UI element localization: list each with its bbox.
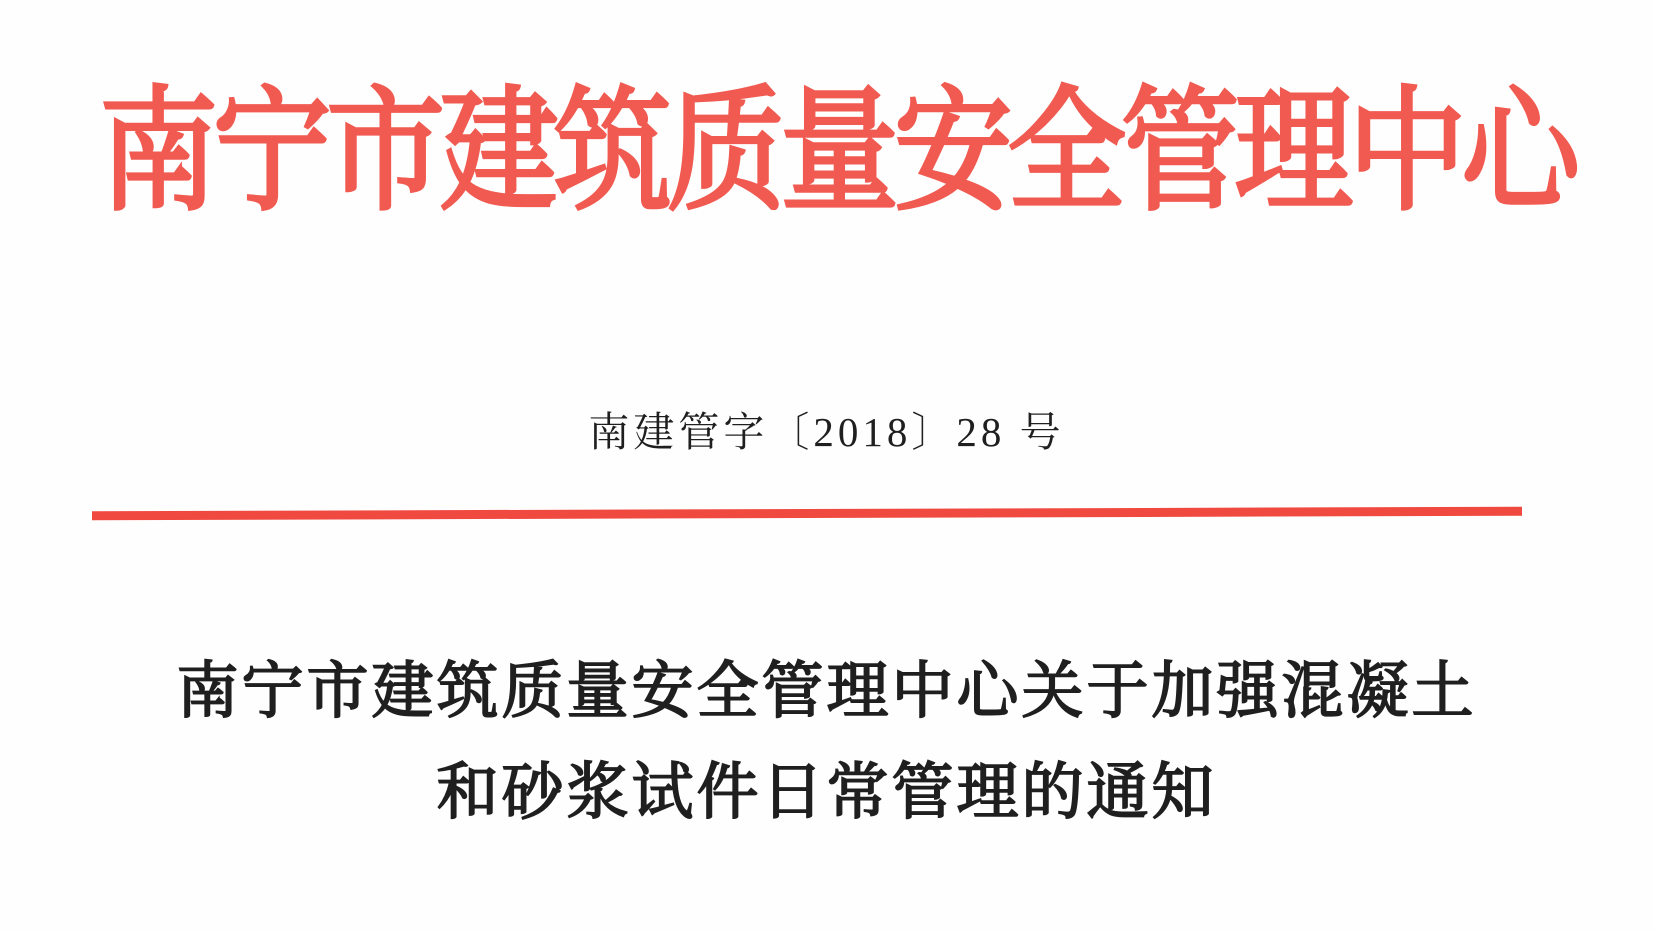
notice-title (0, 642, 1653, 844)
document-number: 南建管字〔2018〕28 号 (588, 409, 1065, 455)
notice-title-line1: 南宁市建筑质量安全管理中心关于加强混凝土 (176, 658, 1477, 726)
notice-title-line2: 和砂浆试件日常管理的通知 (436, 759, 1217, 827)
letterhead-title: 南宁市建筑质量安全管理中心 (99, 79, 1575, 228)
red-divider-line (92, 507, 1522, 520)
